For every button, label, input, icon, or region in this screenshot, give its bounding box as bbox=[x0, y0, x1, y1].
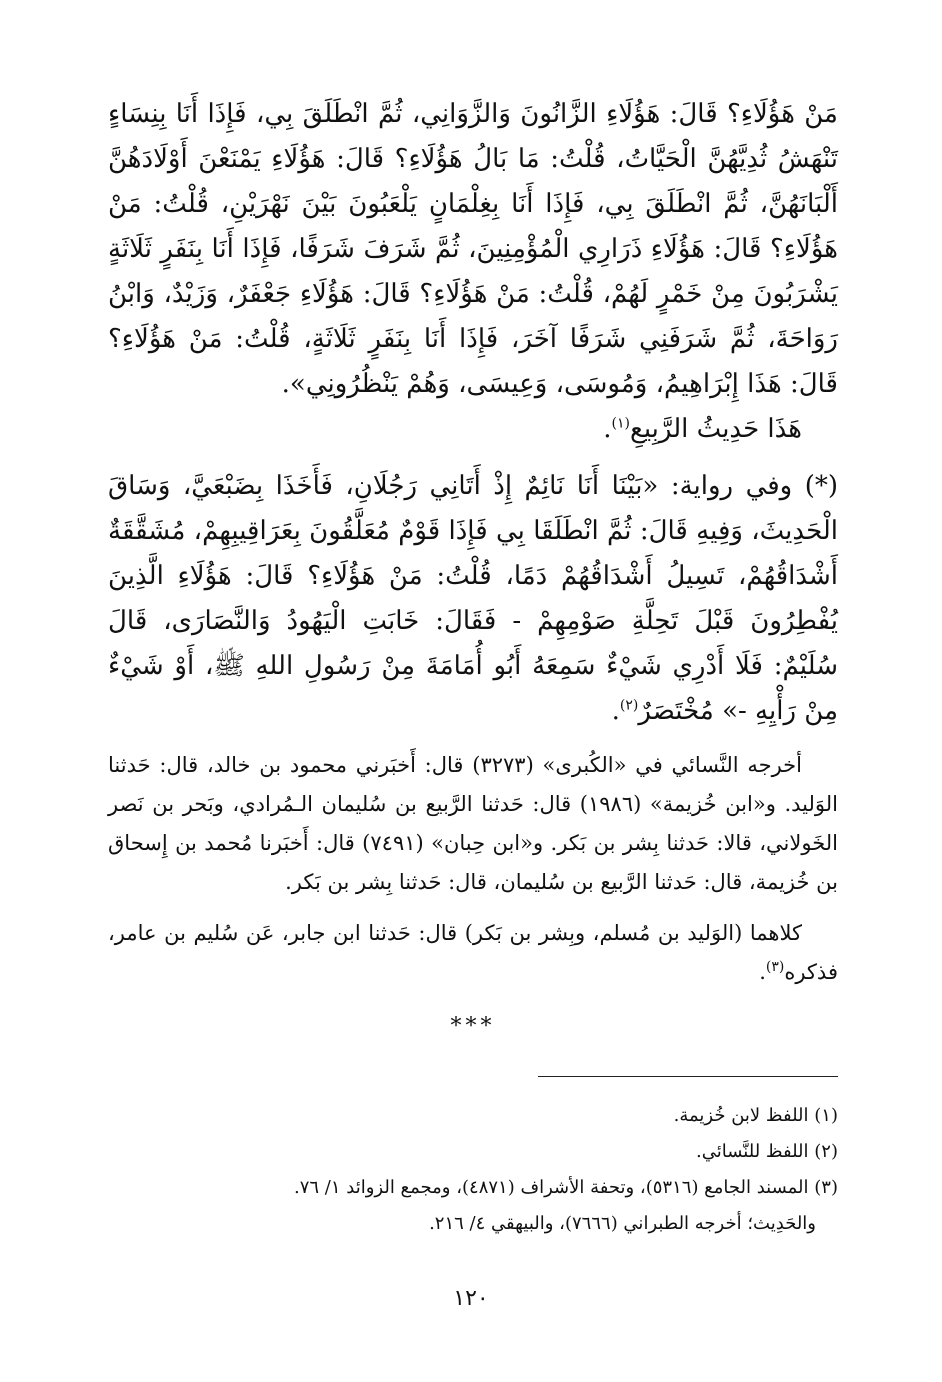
footnote-ref-1: (١) bbox=[611, 415, 630, 432]
takhrij-2-end: . bbox=[759, 960, 766, 984]
footnote-ref-3: (٣) bbox=[765, 959, 785, 975]
takhrij-paragraph-2 bbox=[108, 914, 838, 992]
takhrij-paragraph-1: أخرجه النَّسائي في «الكُبرى» (٣٢٧٣) قال: أَخبَرني محمود بن خالد، قال: حَدثنا الوَليد. و«ابن خُزيمة» (١٩٨٦) قال: حَدثنا الرَّبيع بن سُليمان الـمُرادي، وبَحر بن نَصر الخَولاني، قالا: حَدثنا بِشر بن بَكر. و«ابن حِبان» (٧٤٩١) قال: أَخبَرنا مُحمد بن إِسحاق بن خُزيمة، قال: حَدثنا الرَّبيع بن سُليمان، قال: حَدثنا بِشر بن بَكر. bbox=[108, 753, 838, 894]
hadith-text-content: مَنْ هَؤُلَاءِ؟ قَالَ: هَؤُلَاءِ الزَّانُونَ وَالزَّوَانِي، ثُمَّ انْطَلَقَ بِي، فَإِذَا أَنَا بِنِسَاءٍ تَنْهَشُ ثُدِيَّهُنَّ الْحَيَّاتُ، قُلْتُ: مَا بَالُ هَؤُلَاءِ؟ قَالَ: هَؤُلَاءِ يَمْنَعْنَ أَوْلَادَهُنَّ أَلْبَانَهُنَّ، ثُمَّ انْطَلَقَ بِي، فَإِذَا أَنَا بِغِلْمَانٍ يَلْعَبُونَ بَيْنَ نَهْرَيْنِ، قُلْتُ: مَنْ هَؤُلَاءِ؟ قَالَ: هَؤُلَاءِ ذَرَارِي الْمُؤْمِنِينَ، ثُمَّ شَرَفَ شَرَفًا، فَإِذَا أَنَا بِنَفَرٍ ثَلَاثَةٍ يَشْرَبُونَ مِنْ خَمْرٍ لَهُمْ، قُلْتُ: مَنْ هَؤُلَاءِ؟ قَالَ: هَؤُلَاءِ جَعْفَرٌ، وَزَيْدٌ، وَابْنُ رَوَاحَةَ، ثُمَّ شَرَفَنِي شَرَفًا آخَرَ، فَإِذَا أَنَا بِنَفَرٍ ثَلَاثَةٍ، قُلْتُ: مَنْ هَؤُلَاءِ؟ قَالَ: هَذَا إِبْرَاهِيمُ، وَمُوسَى، وَعِيسَى، وَهُمْ يَنْظُرُونِي». bbox=[108, 99, 838, 399]
page-number: ١٢٠ bbox=[453, 1286, 489, 1311]
footnote-2: (٢) اللفظ للنَّسائي. bbox=[696, 1141, 838, 1162]
hadith-attribution-end: . bbox=[603, 414, 612, 444]
riwaya-paragraph bbox=[108, 464, 838, 734]
takhrij-2-text: كلاهما (الوَليد بن مُسلم، وبِشر بن بَكر) قال: حَدثنا ابن جابر، عَن سُليم بن عامر، فذكره bbox=[108, 921, 838, 984]
hadith-attribution bbox=[108, 407, 838, 452]
footnote-3-continued: والحَدِيث؛ أخرجه الطبراني (٧٦٦٦)، والبيهقي ٤/ ٢١٦. bbox=[429, 1213, 816, 1234]
footnote-3: (٣) المسند الجامع (٥٣١٦)، وتحفة الأشراف (٤٨٧١)، ومجمع الزوائد ١/ ٧٦. bbox=[293, 1177, 838, 1198]
riwaya-text: (*) وفي رواية: «بَيْنَا أَنَا نَائِمٌ إِذْ أَتَانِي رَجُلَانِ، فَأَخَذَا بِضَبْعَيَّ، وَسَاقَ الْحَدِيثَ، وَفِيهِ قَالَ: ثُمَّ انْطَلَقَا بِي فَإِذَا قَوْمٌ مُعَلَّقُونَ بِعَرَاقِيبِهِمْ، مُشَقَّقَةٌ أَشْدَاقُهُمْ، تَسِيلُ أَشْدَاقُهُمْ دَمًا، قُلْتُ: مَنْ هَؤُلَاءِ؟ قَالَ: هَؤُلَاءِ الَّذِينَ يُفْطِرُونَ قَبْلَ تَحِلَّةِ صَوْمِهِمْ - فَقَالَ: خَابَتِ الْيَهُودُ وَالنَّصَارَى، قَالَ سُلَيْمٌ: فَلَا أَدْرِي شَيْءٌ سَمِعَهُ أَبُو أُمَامَةَ مِنْ رَسُولِ اللهِ ﷺ، أَوْ شَيْءٌ مِنْ رَأْيِهِ -» مُخْتَصَرٌ bbox=[108, 471, 838, 726]
riwaya-end: . bbox=[611, 696, 620, 726]
hadith-attribution-text: هَذَا حَدِيثُ الرَّبِيعِ bbox=[629, 414, 802, 444]
hadith-text bbox=[108, 92, 838, 407]
page-body bbox=[108, 92, 838, 1039]
section-separator: *** bbox=[450, 1014, 496, 1039]
footnote-divider bbox=[538, 1076, 838, 1077]
footnote-ref-2: (٢) bbox=[619, 697, 639, 714]
footnotes bbox=[108, 1098, 838, 1242]
footnote-1: (١) اللفظ لابن خُزيمة. bbox=[673, 1105, 838, 1126]
